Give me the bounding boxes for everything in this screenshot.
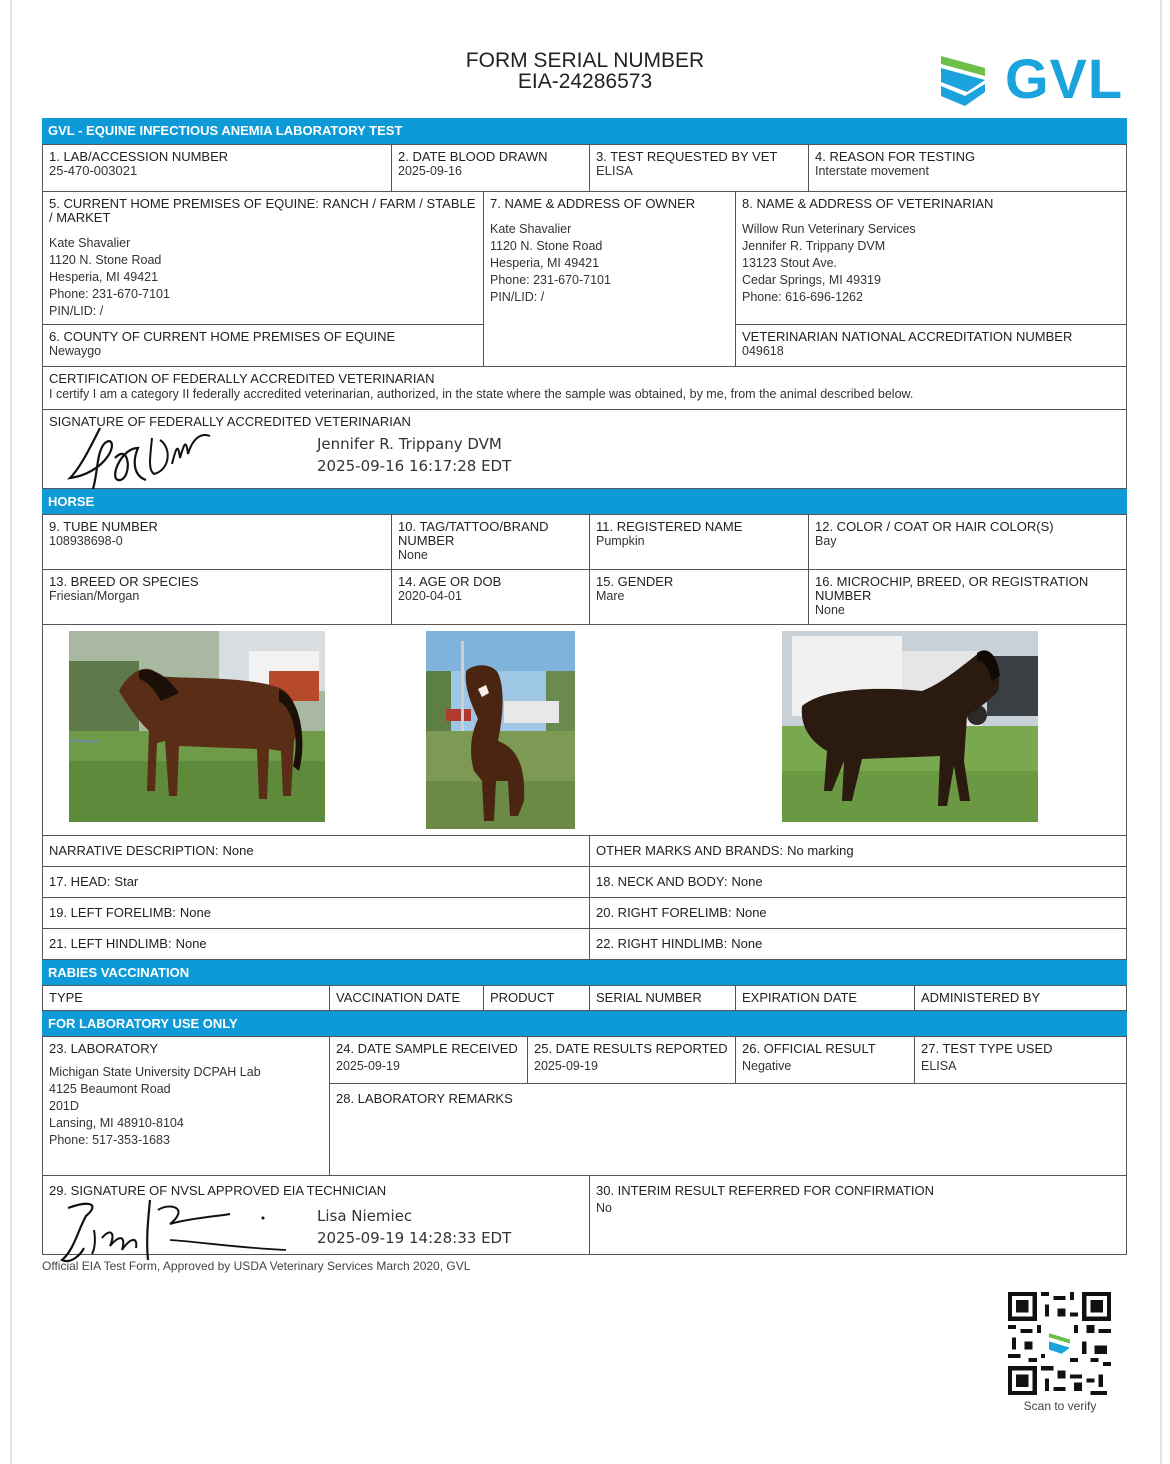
field-date-blood-drawn — [391, 144, 590, 192]
field-value: 2025-09-16 — [398, 164, 462, 178]
page-edge-right — [1160, 0, 1162, 1464]
field-age-dob — [391, 569, 590, 625]
field-label: 5. CURRENT HOME PREMISES OF EQUINE: RANCH / FARM / STABLE / MARKET — [49, 196, 476, 225]
field-value: ELISA — [596, 163, 633, 178]
technician-signature-image — [50, 1190, 290, 1270]
field-label: 8. NAME & ADDRESS OF VETERINARIAN — [742, 196, 994, 211]
address-line: Phone: 616-696-1262 — [742, 290, 863, 304]
field-reason-for-testing — [808, 144, 1127, 192]
rabies-col-serial-number: SERIAL NUMBER — [589, 985, 736, 1011]
field-label: 14. AGE OR DOB — [398, 574, 502, 589]
field-value: 2025-09-19 — [336, 1059, 400, 1073]
signature-label: SIGNATURE OF FEDERALLY ACCREDITED VETERINARIAN — [49, 414, 411, 429]
field-value: Interstate movement — [815, 164, 929, 178]
field-value: No marking — [787, 843, 854, 858]
field-veterinarian — [735, 191, 1127, 325]
field-label: 6. COUNTY OF CURRENT HOME PREMISES OF EQUINE — [49, 329, 396, 344]
logo-text: GVL — [1005, 47, 1124, 110]
section-main-header: GVL - EQUINE INFECTIOUS ANEMIA LABORATORY TEST — [42, 118, 1127, 144]
field-value: Mare — [596, 589, 625, 603]
field-value: 25-470-003021 — [49, 163, 138, 178]
field-accreditation-number — [735, 324, 1127, 367]
field-other-marks — [589, 835, 1127, 867]
form-footer: Official EIA Test Form, Approved by USDA Veterinary Services March 2020, GVL — [42, 1259, 471, 1273]
address-line: Phone: 517-353-1683 — [49, 1133, 170, 1147]
rabies-col-administered-by: ADMINISTERED BY — [914, 985, 1127, 1011]
field-label: 25. DATE RESULTS REPORTED — [534, 1041, 728, 1056]
field-label: 20. RIGHT FORELIMB: — [596, 905, 732, 920]
owner-address — [490, 221, 729, 306]
field-tube-number — [42, 514, 392, 570]
field-label: 11. REGISTERED NAME — [596, 519, 743, 534]
field-left-forelimb — [42, 897, 590, 929]
field-label: 13. BREED OR SPECIES — [49, 574, 199, 589]
address-line: 1120 N. Stone Road — [49, 253, 162, 267]
field-breed — [42, 569, 392, 625]
field-registered-name — [589, 514, 809, 570]
vet-signature-image — [60, 418, 230, 498]
field-value: None — [731, 874, 763, 889]
field-test-requested — [589, 144, 809, 192]
address-line: 13123 Stout Ave. — [742, 256, 837, 270]
field-label: 24. DATE SAMPLE RECEIVED — [336, 1041, 518, 1056]
signer-name: Jennifer R. Trippany DVM — [317, 435, 502, 453]
form-serial-header — [420, 50, 750, 92]
field-label: 4. REASON FOR TESTING — [815, 149, 976, 164]
field-value: Star — [114, 874, 139, 889]
field-label: 30. INTERIM RESULT REFERRED FOR CONFIRMATION — [596, 1183, 935, 1198]
field-label: 3. TEST REQUESTED BY VET — [596, 149, 778, 164]
address-line: PIN/LID: / — [49, 304, 104, 318]
address-line: Kate Shavalier — [490, 222, 572, 236]
field-value: Newaygo — [49, 344, 102, 358]
field-right-hindlimb — [589, 928, 1127, 960]
field-gender — [589, 569, 809, 625]
signed-timestamp: 2025-09-19 14:28:33 EDT — [317, 1229, 512, 1247]
field-neck-body — [589, 866, 1127, 898]
address-line: 201D — [49, 1099, 79, 1113]
field-laboratory — [42, 1036, 330, 1176]
address-line: Phone: 231-670-7101 — [49, 287, 170, 301]
field-label: 7. NAME & ADDRESS OF OWNER — [490, 196, 696, 211]
field-label: 10. TAG/TATTOO/BRAND NUMBER — [398, 519, 549, 548]
field-label: 28. LABORATORY REMARKS — [336, 1091, 513, 1106]
field-label: 27. TEST TYPE USED — [921, 1041, 1053, 1056]
gvl-logo — [935, 48, 1135, 110]
vet-address — [742, 221, 1120, 306]
signed-timestamp: 2025-09-16 16:17:28 EDT — [317, 457, 512, 475]
field-value: 049618 — [742, 344, 784, 358]
rabies-col-expiration-date: EXPIRATION DATE — [735, 985, 915, 1011]
field-label: NARRATIVE DESCRIPTION: — [49, 843, 219, 858]
field-label: 17. HEAD: — [49, 874, 111, 889]
field-date-results-reported — [527, 1036, 736, 1084]
field-label: VETERINARIAN NATIONAL ACCREDITATION NUMBER — [742, 329, 1073, 344]
field-county — [42, 324, 484, 367]
address-line: 1120 N. Stone Road — [490, 239, 603, 253]
certification-block — [42, 366, 1127, 410]
field-test-type-used — [914, 1036, 1127, 1084]
rabies-col-type: TYPE — [42, 985, 330, 1011]
field-left-hindlimb — [42, 928, 590, 960]
address-line: Phone: 231-670-7101 — [490, 273, 611, 287]
field-label: 12. COLOR / COAT OR HAIR COLOR(S) — [815, 519, 1054, 534]
field-label: 1. LAB/ACCESSION NUMBER — [49, 149, 229, 164]
address-line: PIN/LID: / — [490, 290, 545, 304]
section-horse-header: HORSE — [42, 489, 1127, 514]
horse-photo-right-side — [782, 631, 1038, 822]
field-color — [808, 514, 1127, 570]
address-line: Hesperia, MI 49421 — [490, 256, 600, 270]
qr-code-icon[interactable] — [1008, 1292, 1111, 1395]
technician-signature-text — [317, 1205, 511, 1249]
address-line: Lansing, MI 48910-8104 — [49, 1116, 184, 1130]
rabies-col-product: PRODUCT — [483, 985, 590, 1011]
field-right-forelimb — [589, 897, 1127, 929]
field-home-premises — [42, 191, 484, 325]
section-rabies-header: RABIES VACCINATION — [42, 960, 1127, 986]
signer-name: Lisa Niemiec — [317, 1207, 413, 1225]
field-official-result — [735, 1036, 915, 1084]
field-label: 18. NECK AND BODY: — [596, 874, 728, 889]
field-value: None — [815, 603, 845, 617]
field-label: 9. TUBE NUMBER — [49, 519, 158, 534]
field-value: 2020-04-01 — [398, 589, 462, 603]
field-narrative-description — [42, 835, 590, 867]
field-value: Pumpkin — [596, 534, 645, 548]
serial-title: FORM SERIAL NUMBER — [465, 49, 705, 72]
field-interim-result — [589, 1175, 1127, 1255]
address-line: Willow Run Veterinary Services — [742, 222, 916, 236]
address-line: Michigan State University DCPAH Lab — [49, 1065, 261, 1079]
field-value: ELISA — [921, 1059, 957, 1073]
field-label: 15. GENDER — [596, 574, 674, 589]
field-tag-tattoo — [391, 514, 590, 570]
address-line: Jennifer R. Trippany DVM — [742, 239, 886, 253]
field-label: 29. SIGNATURE OF NVSL APPROVED EIA TECHNICIAN — [49, 1183, 387, 1198]
address-line: 4125 Beaumont Road — [49, 1082, 171, 1096]
field-microchip — [808, 569, 1127, 625]
address-line: Hesperia, MI 49421 — [49, 270, 159, 284]
field-value: Bay — [815, 534, 837, 548]
field-label: OTHER MARKS AND BRANDS: — [596, 843, 784, 858]
horse-photo-front — [426, 631, 575, 829]
field-lab-accession — [42, 144, 392, 192]
certification-label: CERTIFICATION OF FEDERALLY ACCREDITED VETERINARIAN — [49, 371, 435, 386]
field-value: No — [596, 1201, 612, 1215]
field-value: None — [398, 548, 428, 562]
gvl-logo-icon — [935, 48, 997, 110]
field-date-sample-received — [329, 1036, 528, 1084]
field-value: None — [731, 936, 763, 951]
field-label: 2. DATE BLOOD DRAWN — [398, 149, 548, 164]
address-line: Cedar Springs, MI 49319 — [742, 273, 881, 287]
address-line: Kate Shavalier — [49, 236, 131, 250]
horse-photo-left-side — [69, 631, 325, 822]
field-label: 22. RIGHT HINDLIMB: — [596, 936, 728, 951]
field-value: None — [222, 843, 254, 858]
field-value: None — [175, 936, 207, 951]
laboratory-address — [49, 1064, 323, 1149]
field-label: 21. LEFT HINDLIMB: — [49, 936, 172, 951]
field-laboratory-remarks — [329, 1083, 1127, 1176]
field-value: None — [179, 905, 211, 920]
field-head — [42, 866, 590, 898]
field-label: 23. LABORATORY — [49, 1041, 159, 1056]
section-lab-header: FOR LABORATORY USE ONLY — [42, 1011, 1127, 1036]
rabies-col-vaccination-date: VACCINATION DATE — [329, 985, 484, 1011]
qr-caption: Scan to verify — [1023, 1399, 1097, 1413]
certification-text: I certify I am a category II federally accredited veterinarian, authorized, in the state where the sample was obtained, by me, from the animal described below. — [49, 387, 914, 401]
field-value: Negative — [742, 1059, 792, 1073]
vet-signature-text — [317, 433, 511, 477]
field-label: 19. LEFT FORELIMB: — [49, 905, 176, 920]
field-label: 16. MICROCHIP, BREED, OR REGISTRATION NUMBER — [815, 574, 1089, 603]
field-value: Friesian/Morgan — [49, 589, 140, 603]
field-label: 26. OFFICIAL RESULT — [742, 1041, 876, 1056]
field-value: None — [735, 905, 767, 920]
field-value: 2025-09-19 — [534, 1059, 598, 1073]
premises-address — [49, 235, 477, 320]
page-edge-left — [10, 0, 12, 1464]
field-value: 108938698-0 — [49, 534, 123, 548]
serial-number: EIA-24286573 — [517, 70, 653, 93]
field-owner — [483, 191, 736, 367]
